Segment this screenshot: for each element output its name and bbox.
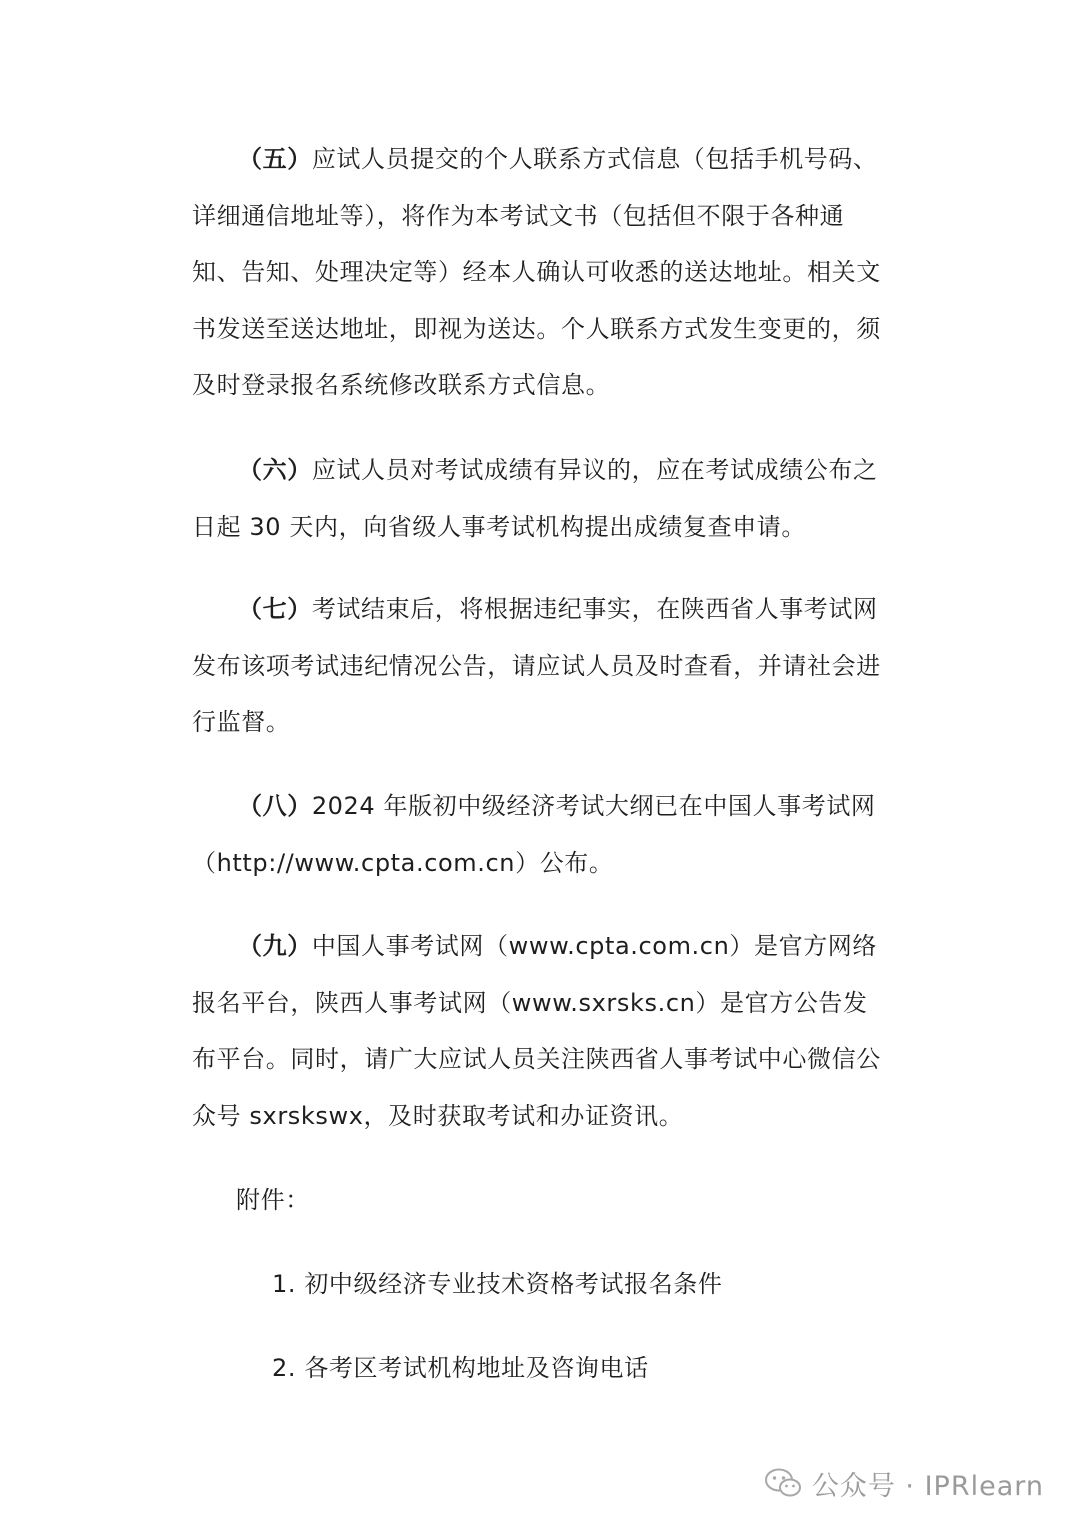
paragraph-text: 2024 年版初中级经济考试大纲已在中国人事考试网（http://www.cpta.com.cn）公布。 — [192, 792, 876, 877]
paragraph-label: （七） — [238, 595, 312, 623]
watermark-text: 公众号 · IPRlearn — [811, 1470, 1044, 1502]
paragraph-text: 应试人员对考试成绩有异议的，应在考试成绩公布之日起 30 天内，向省级人事考试机构提出成绩复查申请。 — [192, 456, 878, 541]
paragraph-9 — [192, 918, 892, 1144]
paragraph-text: 中国人事考试网（www.cpta.com.cn）是官方网络报名平台，陕西人事考试网（www.sxrsks.cn）是官方公告发布平台。同时，请广大应试人员关注陕西省人事考试中心微信公众号 sxrskswx，及时获取考试和办证资讯。 — [192, 932, 881, 1130]
watermark — [764, 1463, 1044, 1503]
paragraph-label: （九） — [238, 932, 312, 960]
paragraph-text: 考试结束后，将根据违纪事实，在陕西省人事考试网发布该项考试违纪情况公告，请应试人员及时查看，并请社会进行监督。 — [192, 595, 881, 736]
paragraph-7 — [192, 581, 892, 751]
paragraph-5 — [192, 131, 892, 414]
attachment-item: 1. 初中级经济专业技术资格考试报名条件 — [272, 1270, 723, 1298]
wechat-icon — [764, 1468, 802, 1498]
paragraph-label: （八） — [238, 792, 312, 820]
attachments-title: 附件： — [236, 1186, 310, 1214]
paragraph-8 — [192, 778, 892, 891]
attachment-item: 2. 各考区考试机构地址及咨询电话 — [272, 1354, 649, 1382]
paragraph-6 — [192, 442, 892, 555]
paragraph-label: （五） — [238, 145, 312, 173]
paragraph-label: （六） — [238, 456, 312, 484]
paragraph-text: 应试人员提交的个人联系方式信息（包括手机号码、详细通信地址等），将作为本考试文书（包括但不限于各种通知、告知、处理决定等）经本人确认可收悉的送达地址。相关文书发送至送达地址，即视为送达。个人联系方式发生变更的，须及时登录报名系统修改联系方式信息。 — [192, 145, 881, 399]
